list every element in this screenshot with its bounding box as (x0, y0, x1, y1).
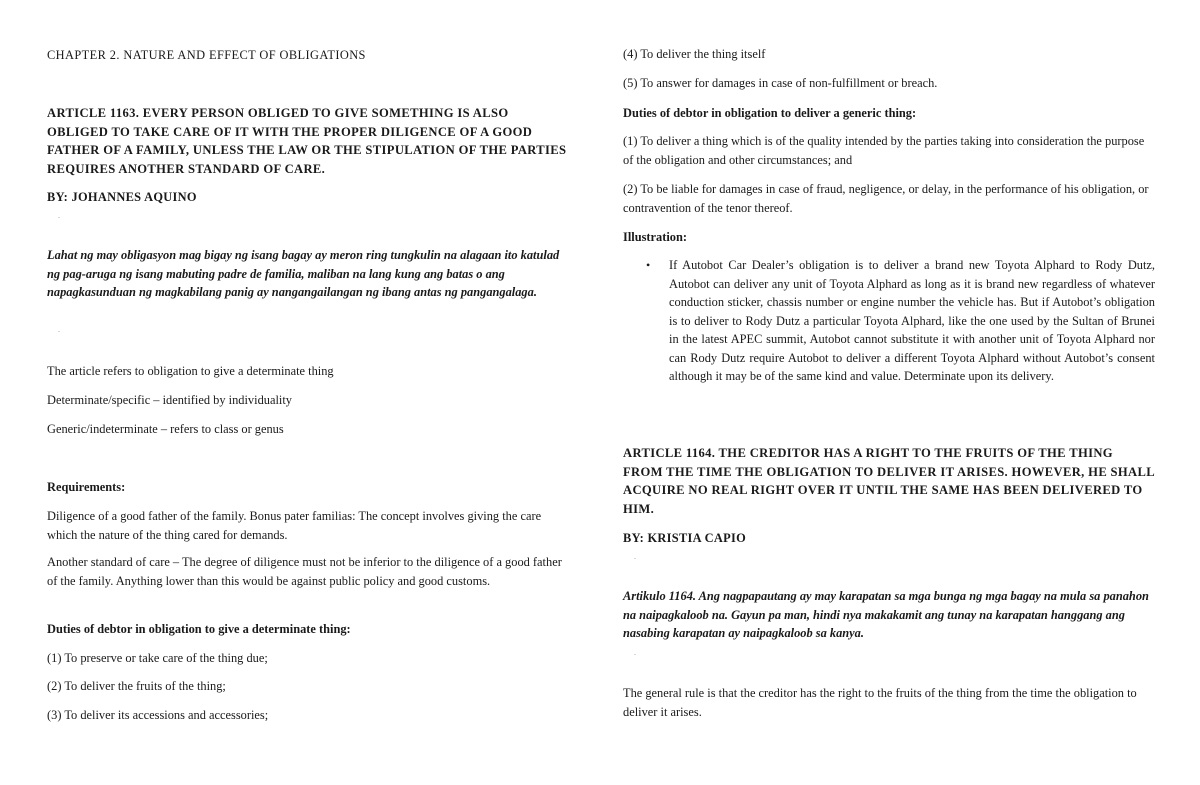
author-kristia: BY: KRISTIA CAPIO (623, 531, 747, 545)
determinate-definition: Determinate/specific – identified by individuality (47, 393, 292, 407)
paragraph-mark: . (634, 552, 636, 561)
illustration-text: If Autobot Car Dealer’s obligation is to deliver a brand new Toyota Alphard to Rody Dutz, Autobot can deliver any unit of Toyota Alphard as long as it is brand new regardless of whatever conduction sticker, chassis number or engine number the vehicle has. But if Autobot’s obligation is to deliver to Rody Dutz a particular Toyota Alphard, like the one used by the Sultan of Brunei in the latest APEC summit, Autobot cannot substitute it with another unit of Toyota Alphard nor can Rody Dutz require Autobot to deliver a different Toyota Alphard without Autobot’s consent although it may be of the same kind and value. Determinate upon its delivery. (669, 258, 1155, 383)
paragraph-mark: . (634, 648, 636, 657)
paragraph-mark: . (58, 325, 60, 334)
chapter-title: CHAPTER 2. NATURE AND EFFECT OF OBLIGATIONS (47, 48, 366, 62)
author-johannes: BY: JOHANNES AQUINO (47, 190, 197, 204)
list-item (623, 256, 1155, 386)
duties-determinate-heading: Duties of debtor in obligation to give a determinate thing: (47, 622, 351, 636)
bullet-icon: • (646, 258, 651, 272)
duties-generic-heading: Duties of debtor in obligation to deliver a generic thing: (623, 106, 917, 120)
duty-item-1: (1) To preserve or take care of the thing due; (47, 651, 268, 665)
tagalog-translation-1164: Artikulo 1164. Ang nagpapautang ay may karapatan sa mga bunga ng mga bagay na mula sa panahon na naipagkaloob na. Gayun pa man, hindi nya makakamit ang tunay na karapatan hanggang ang nasabing karapatan ay naipagkaloob sa kanya. (623, 589, 1149, 641)
generic-duty-2: (2) To be liable for damages in case of fraud, negligence, or delay, in the performance of his obligation, or contravention of the tenor thereof. (623, 182, 1149, 215)
duty-item-3: (3) To deliver its accessions and accessories; (47, 708, 269, 722)
duty-item-5: (5) To answer for damages in case of non-fulfillment or breach. (623, 76, 938, 90)
generic-definition: Generic/indeterminate – refers to class or genus (47, 422, 284, 436)
duty-item-2: (2) To deliver the fruits of the thing; (47, 679, 226, 693)
article-1164-heading: ARTICLE 1164. THE CREDITOR HAS A RIGHT TO THE FRUITS OF THE THING FROM THE TIME THE OBLIGATION TO DELIVER IT ARISES. HOWEVER, HE SHALL ACQUIRE NO REAL RIGHT OVER IT UNTIL THE SAME HAS BEEN DELIVERED TO HIM. (623, 446, 1155, 517)
paragraph-mark: . (58, 211, 60, 220)
generic-duty-1: (1) To deliver a thing which is of the quality intended by the parties taking into consideration the purpose of the obligation and other circumstances; and (623, 134, 1145, 167)
requirement-standard-of-care: Another standard of care – The degree of diligence must not be inferior to the diligence of a good father of the family. Anything lower than this would be against public policy and good customs. (47, 555, 562, 588)
article-refers-text: The article refers to obligation to give a determinate thing (47, 364, 334, 378)
illustration-heading: Illustration: (623, 230, 688, 244)
tagalog-translation-1163: Lahat ng may obligasyon mag bigay ng isang bagay ay meron ring tungkulin na alagaan ito katulad ng pag-aruga ng isang mabuting padre de familia, maliban na lang kung ang batas o ang napagkasunduan ng magkabilang panig ay nangangailangan ng ibang antas ng pangangalaga. (47, 248, 560, 300)
requirements-heading: Requirements: (47, 480, 126, 494)
duty-item-4: (4) To deliver the thing itself (623, 47, 766, 61)
illustration-list (623, 256, 1155, 386)
article-1163-heading: ARTICLE 1163. EVERY PERSON OBLIGED TO GIVE SOMETHING IS ALSO OBLIGED TO TAKE CARE OF IT WITH THE PROPER DILIGENCE OF A GOOD FATHER OF A FAMILY, UNLESS THE LAW OR THE STIPULATION OF THE PARTIES REQUIRES ANOTHER STANDARD OF CARE. (47, 106, 567, 177)
requirement-diligence: Diligence of a good father of the family. Bonus pater familias: The concept involves giving the care which the nature of the thing cared for demands. (47, 509, 542, 542)
general-rule-text: The general rule is that the creditor has the right to the fruits of the thing from the time the obligation to deliver it arises. (623, 686, 1137, 719)
